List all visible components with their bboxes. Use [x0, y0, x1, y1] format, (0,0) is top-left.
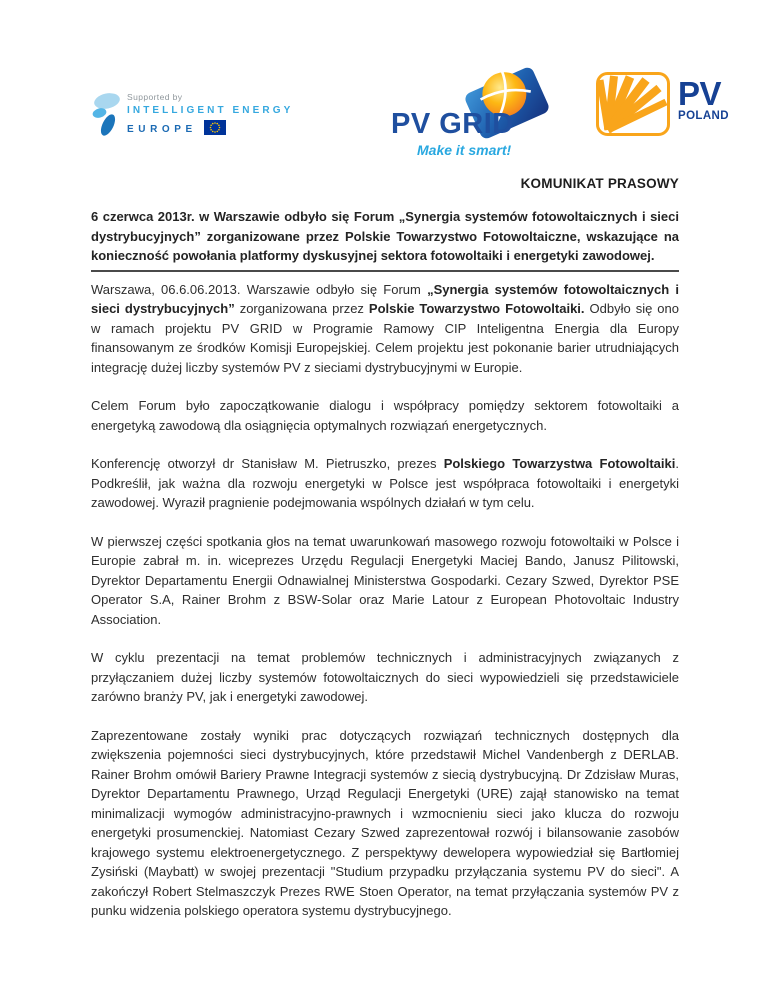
pv-grid-tagline: Make it smart!: [417, 142, 512, 158]
text-run: Warszawa, 06.6.06.2013. Warszawie odbyło się Forum: [91, 281, 428, 297]
text-run: . Podkreślił, jak ważna dla rozwoju energetyki w Polsce jest współpraca fotowoltaiki i energetyki zawodowej. Wyraził pragnienie podejmowania wspólnych działań w tym celu.: [91, 456, 679, 510]
iee-leaf-icon: [91, 92, 121, 145]
pv-grid-wordmark: PV GRID: [391, 108, 514, 140]
text-run: Zaprezentowane zostały wyniki prac dotyczących rozwiązań technicznych dostępnych dla zwiększenia pojemności sieci dystrybucyjnych, które przedstawił Michel Vandenbergh z DERLAB. Rainer Brohm omówił Bariery Prawne Integracji systemów z siecią dystrybucyjną. Dr Zdzisław Muras, Dyrektor Departamentu Prawnego, Urząd Regulacji Energetyki (URE) zajął stanowisko na temat minimalizacji wymogów administracyjno-prawnych i wzmocnieniu sieci jako klucza do rozwoju energetyki prosumenckiej. Natomiast Cezary Szwed zaprezentował rozwój i bilansowanie zasobów krajowego systemu elektroenergetycznego. Z perspektywy dewelopera wypowiedział się Bartłomiej Zysiński (Maybatt) w swojej prezentacji "Studium przypadku przyłączania systemu PV do sieci". A zakończył Robert Stelmaszczyk Prezes RWE Stoen Operator, na temat przyłączania systemów PV z punku widzenia polskiego operatora systemu dystrybucyjnego.: [91, 727, 679, 918]
sun-rays-icon: [596, 72, 670, 141]
logo-row: [91, 62, 729, 166]
paragraph: [91, 648, 679, 707]
logo-pv-grid: [391, 62, 559, 166]
iee-name-line1: INTELLIGENT ENERGY: [127, 105, 294, 116]
text-run: Polskie Towarzystwo Fotowoltaiki.: [368, 301, 585, 316]
text-run: W cyklu prezentacji na temat problemów technicznych i administracyjnych związanych z przyłączaniem dużej liczby systemów fotowoltaicznych do sieci wypowiedzieli się przedstawiciele zarówno branży PV, jak i energetyki zawodowej.: [91, 650, 679, 704]
eu-flag-icon: [204, 120, 226, 138]
pv-poland-subname: POLAND: [678, 110, 729, 123]
text-run: Polskiego Towarzystwa Fotowoltaiki: [443, 456, 676, 471]
logo-intelligent-energy-europe: [91, 92, 293, 145]
text-run: Konferencję otworzył dr Stanisław M. Pietruszko, prezes: [91, 456, 444, 471]
text-run: 6 czerwca 2013r. w Warszawie odbyło się Forum „Synergia systemów fotowoltaicznych i sieci dystrybucyjnych” zorganizowane przez Polskie Towarzystwo Fotowoltaiczne, wskazujące na konieczność powołania platformy dyskusyjnej sektora fotowoltaiki i energetyki zawodowej.: [91, 209, 679, 263]
text-run: W pierwszej części spotkania głos na temat uwarunkowań masowego rozwoju fotowoltaiki w Polsce i Europie zabrał m. in. wiceprezes Urzędu Regulacji Energetyki Maciej Bando, Janusz Pilitowski, Dyrektor Departamentu Energii Odnawialnej Ministerstwa Gospodarki. Cezary Szwed, Dyrektor PSE Operator S.A, Rainer Brohm z BSW-Solar oraz Marie Latour z European Photovoltaic Industry Association.: [91, 533, 679, 627]
document-content: [91, 0, 729, 940]
paragraph: [91, 532, 679, 630]
logo-pv-poland: [596, 72, 729, 141]
text-run: Celem Forum było zapoczątkowanie dialogu i współpracy pomiędzy sektorem fotowoltaiki a energetyką zawodową dla osiągnięcia optymalnych rozwiązań energetycznych.: [91, 398, 679, 433]
lead-paragraph: [91, 207, 679, 266]
paragraph: [91, 454, 679, 513]
iee-name-line2: EUROPE: [127, 123, 197, 135]
text-run: „Synergia systemów fotowoltaicznych i sieci dystrybucyjnych”: [91, 281, 679, 316]
iee-supported-by-label: Supported by: [127, 92, 183, 102]
paragraph: [91, 726, 679, 921]
document-body: [91, 280, 679, 921]
text-run: Odbyło się ono w ramach projektu PV GRID w Programie Ramowy CIP Inteligentna Energia dla Europy finansowanym ze środków Komisji Europejskiej. Celem projektu jest pokonanie barier utrudniających integrację dużej liczby systemów PV z sieciami dystrybucyjnymi w Europie.: [91, 301, 679, 375]
text-run: zorganizowana przez: [234, 301, 369, 316]
press-release-heading: KOMUNIKAT PRASOWY: [520, 176, 679, 191]
paragraph: [91, 280, 679, 378]
separator-line: [91, 270, 679, 272]
iee-wordmark: [127, 92, 293, 138]
paragraph: [91, 396, 679, 435]
pv-poland-wordmark: PV: [678, 75, 722, 112]
